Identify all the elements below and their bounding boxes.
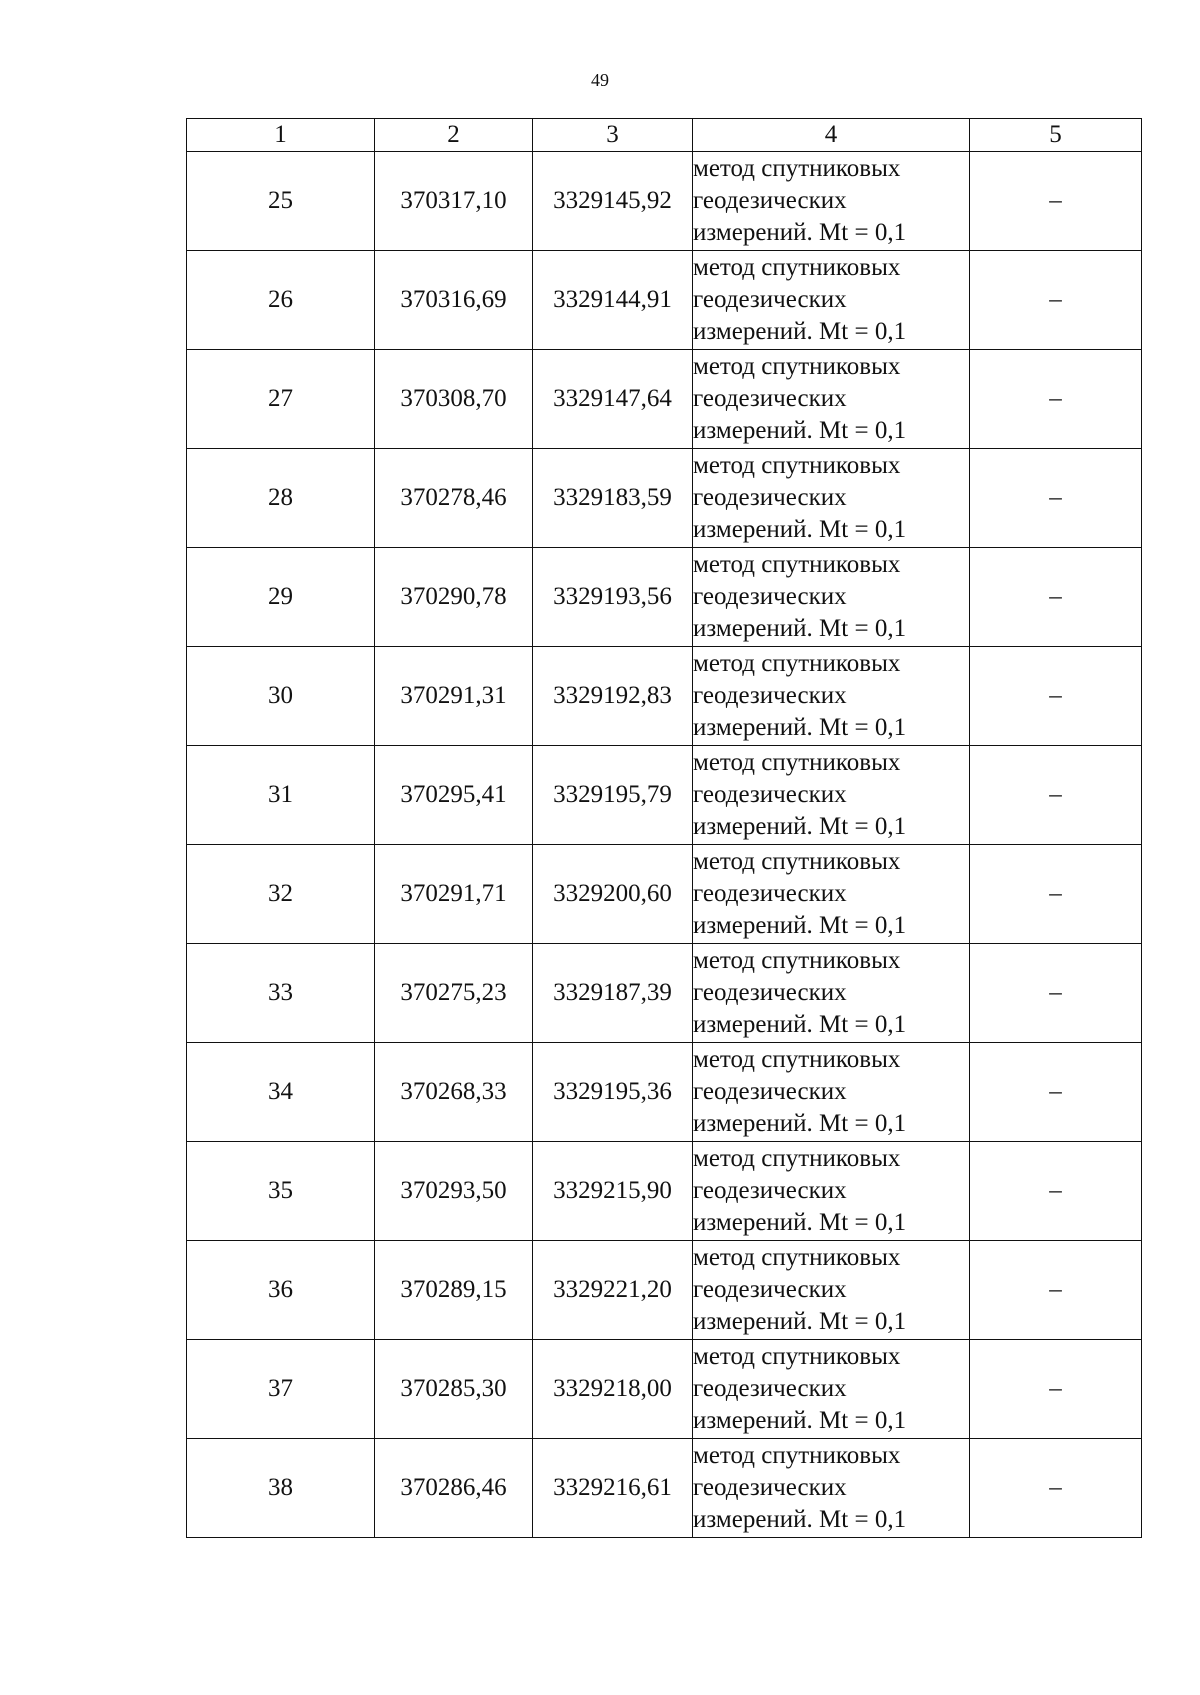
point-number-cell: 36 bbox=[187, 1241, 375, 1340]
x-coordinate-cell: 370291,71 bbox=[375, 845, 533, 944]
header-row bbox=[187, 119, 1142, 152]
x-coordinate-cell: 370286,46 bbox=[375, 1439, 533, 1538]
y-coordinate-cell: 3329200,60 bbox=[533, 845, 693, 944]
table-row bbox=[187, 845, 1142, 944]
table-row bbox=[187, 1043, 1142, 1142]
x-coordinate-cell: 370289,15 bbox=[375, 1241, 533, 1340]
x-coordinate-cell: 370275,23 bbox=[375, 944, 533, 1043]
y-coordinate-cell: 3329183,59 bbox=[533, 449, 693, 548]
method-line: измерений. Mt = 0,1 bbox=[693, 219, 907, 246]
method-line: геодезических bbox=[693, 484, 847, 511]
method-line: метод спутниковых bbox=[693, 1442, 901, 1469]
x-coordinate-cell: 370295,41 bbox=[375, 746, 533, 845]
note-cell: – bbox=[970, 647, 1142, 746]
coordinates-table bbox=[186, 118, 1142, 1538]
y-coordinate-cell: 3329216,61 bbox=[533, 1439, 693, 1538]
table-row bbox=[187, 746, 1142, 845]
x-coordinate-cell: 370278,46 bbox=[375, 449, 533, 548]
note-cell: – bbox=[970, 746, 1142, 845]
table-body bbox=[187, 152, 1142, 1538]
table-row bbox=[187, 1142, 1142, 1241]
y-coordinate-cell: 3329192,83 bbox=[533, 647, 693, 746]
note-cell: – bbox=[970, 548, 1142, 647]
method-cell bbox=[693, 845, 970, 944]
note-cell: – bbox=[970, 845, 1142, 944]
note-cell: – bbox=[970, 1340, 1142, 1439]
y-coordinate-cell: 3329195,36 bbox=[533, 1043, 693, 1142]
method-cell bbox=[693, 647, 970, 746]
x-coordinate-cell: 370293,50 bbox=[375, 1142, 533, 1241]
point-number-cell: 32 bbox=[187, 845, 375, 944]
method-line: геодезических bbox=[693, 1276, 847, 1303]
method-line: геодезических bbox=[693, 1474, 847, 1501]
y-coordinate-cell: 3329144,91 bbox=[533, 251, 693, 350]
point-number-cell: 26 bbox=[187, 251, 375, 350]
y-coordinate-cell: 3329215,90 bbox=[533, 1142, 693, 1241]
note-cell: – bbox=[970, 449, 1142, 548]
y-coordinate-cell: 3329187,39 bbox=[533, 944, 693, 1043]
x-coordinate-cell: 370285,30 bbox=[375, 1340, 533, 1439]
table-row bbox=[187, 1241, 1142, 1340]
method-cell bbox=[693, 1241, 970, 1340]
method-line: измерений. Mt = 0,1 bbox=[693, 1506, 907, 1533]
method-line: геодезических bbox=[693, 286, 847, 313]
header-col-2: 2 bbox=[375, 119, 533, 152]
method-line: измерений. Mt = 0,1 bbox=[693, 1110, 907, 1137]
table-row bbox=[187, 647, 1142, 746]
method-line: измерений. Mt = 0,1 bbox=[693, 1407, 907, 1434]
method-line: измерений. Mt = 0,1 bbox=[693, 417, 907, 444]
point-number-cell: 29 bbox=[187, 548, 375, 647]
table-row bbox=[187, 548, 1142, 647]
point-number-cell: 31 bbox=[187, 746, 375, 845]
method-line: измерений. Mt = 0,1 bbox=[693, 1011, 907, 1038]
method-line: метод спутниковых bbox=[693, 848, 901, 875]
method-line: метод спутниковых bbox=[693, 749, 901, 776]
method-line: метод спутниковых bbox=[693, 353, 901, 380]
method-line: измерений. Mt = 0,1 bbox=[693, 318, 907, 345]
y-coordinate-cell: 3329193,56 bbox=[533, 548, 693, 647]
method-line: измерений. Mt = 0,1 bbox=[693, 1308, 907, 1335]
method-line: метод спутниковых bbox=[693, 1145, 901, 1172]
method-cell bbox=[693, 251, 970, 350]
point-number-cell: 35 bbox=[187, 1142, 375, 1241]
method-line: измерений. Mt = 0,1 bbox=[693, 912, 907, 939]
y-coordinate-cell: 3329221,20 bbox=[533, 1241, 693, 1340]
method-line: метод спутниковых bbox=[693, 650, 901, 677]
table-row bbox=[187, 251, 1142, 350]
method-cell bbox=[693, 746, 970, 845]
method-line: геодезических bbox=[693, 187, 847, 214]
table-row bbox=[187, 152, 1142, 251]
method-line: геодезических bbox=[693, 781, 847, 808]
method-line: метод спутниковых bbox=[693, 155, 901, 182]
method-cell bbox=[693, 1439, 970, 1538]
note-cell: – bbox=[970, 350, 1142, 449]
method-line: геодезических bbox=[693, 979, 847, 1006]
table-header bbox=[187, 119, 1142, 152]
header-col-1: 1 bbox=[187, 119, 375, 152]
method-line: метод спутниковых bbox=[693, 254, 901, 281]
method-line: измерений. Mt = 0,1 bbox=[693, 615, 907, 642]
note-cell: – bbox=[970, 1241, 1142, 1340]
table-row bbox=[187, 449, 1142, 548]
method-line: геодезических bbox=[693, 385, 847, 412]
point-number-cell: 33 bbox=[187, 944, 375, 1043]
point-number-cell: 38 bbox=[187, 1439, 375, 1538]
method-cell bbox=[693, 350, 970, 449]
method-line: метод спутниковых bbox=[693, 1343, 901, 1370]
note-cell: – bbox=[970, 1043, 1142, 1142]
table-row bbox=[187, 944, 1142, 1043]
method-line: геодезических bbox=[693, 1177, 847, 1204]
table-row bbox=[187, 1439, 1142, 1538]
point-number-cell: 25 bbox=[187, 152, 375, 251]
point-number-cell: 30 bbox=[187, 647, 375, 746]
header-col-3: 3 bbox=[533, 119, 693, 152]
x-coordinate-cell: 370290,78 bbox=[375, 548, 533, 647]
method-line: геодезических bbox=[693, 1078, 847, 1105]
method-line: геодезических bbox=[693, 880, 847, 907]
method-line: измерений. Mt = 0,1 bbox=[693, 813, 907, 840]
method-line: метод спутниковых bbox=[693, 1046, 901, 1073]
method-line: метод спутниковых bbox=[693, 1244, 901, 1271]
method-line: измерений. Mt = 0,1 bbox=[693, 1209, 907, 1236]
y-coordinate-cell: 3329195,79 bbox=[533, 746, 693, 845]
header-col-5: 5 bbox=[970, 119, 1142, 152]
x-coordinate-cell: 370268,33 bbox=[375, 1043, 533, 1142]
y-coordinate-cell: 3329147,64 bbox=[533, 350, 693, 449]
method-cell bbox=[693, 1043, 970, 1142]
method-cell bbox=[693, 1340, 970, 1439]
method-cell bbox=[693, 1142, 970, 1241]
note-cell: – bbox=[970, 944, 1142, 1043]
table-row bbox=[187, 350, 1142, 449]
x-coordinate-cell: 370308,70 bbox=[375, 350, 533, 449]
method-line: геодезических bbox=[693, 583, 847, 610]
page-number: 49 bbox=[591, 70, 609, 90]
point-number-cell: 28 bbox=[187, 449, 375, 548]
method-line: метод спутниковых bbox=[693, 452, 901, 479]
note-cell: – bbox=[970, 152, 1142, 251]
x-coordinate-cell: 370316,69 bbox=[375, 251, 533, 350]
note-cell: – bbox=[970, 251, 1142, 350]
x-coordinate-cell: 370291,31 bbox=[375, 647, 533, 746]
method-line: геодезических bbox=[693, 1375, 847, 1402]
method-cell bbox=[693, 548, 970, 647]
method-line: измерений. Mt = 0,1 bbox=[693, 516, 907, 543]
method-line: метод спутниковых bbox=[693, 947, 901, 974]
method-line: измерений. Mt = 0,1 bbox=[693, 714, 907, 741]
y-coordinate-cell: 3329218,00 bbox=[533, 1340, 693, 1439]
note-cell: – bbox=[970, 1142, 1142, 1241]
table-row bbox=[187, 1340, 1142, 1439]
point-number-cell: 37 bbox=[187, 1340, 375, 1439]
x-coordinate-cell: 370317,10 bbox=[375, 152, 533, 251]
point-number-cell: 34 bbox=[187, 1043, 375, 1142]
method-line: геодезических bbox=[693, 682, 847, 709]
method-line: метод спутниковых bbox=[693, 551, 901, 578]
method-cell bbox=[693, 152, 970, 251]
method-cell bbox=[693, 944, 970, 1043]
point-number-cell: 27 bbox=[187, 350, 375, 449]
y-coordinate-cell: 3329145,92 bbox=[533, 152, 693, 251]
note-cell: – bbox=[970, 1439, 1142, 1538]
method-cell bbox=[693, 449, 970, 548]
header-col-4: 4 bbox=[693, 119, 970, 152]
